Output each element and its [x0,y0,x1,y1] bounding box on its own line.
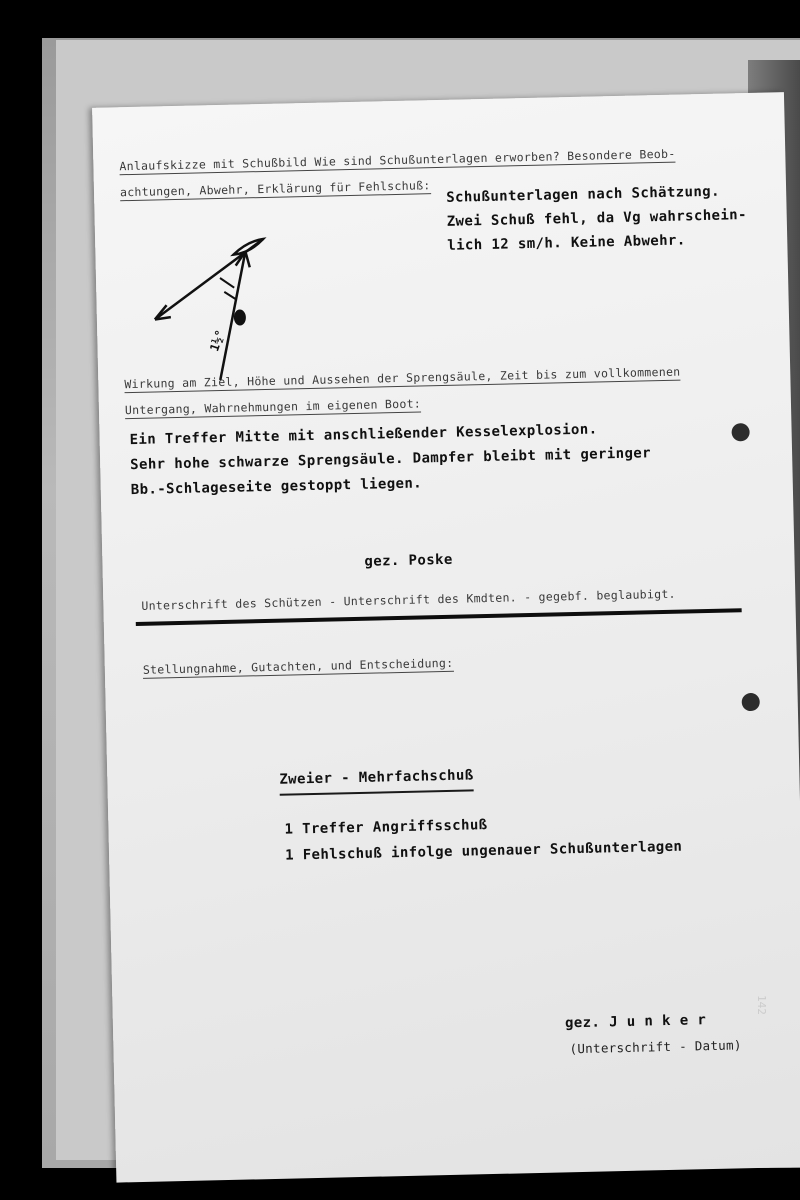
effect-note-line3: Bb.-Schlageseite gestoppt liegen. [130,475,423,499]
verdict-underline [280,789,474,795]
submarine-mark [234,309,246,325]
verdict-title: Zweier - Mehrfachschuß [279,767,474,788]
document-page [92,92,800,1182]
shooter-signature: gez. Poske [364,551,453,570]
punch-hole [742,693,760,711]
verdict-item-1: 1 Treffer Angriffsschuß [284,817,488,838]
margin-number: 142 [755,995,768,1015]
signature-caption: Unterschrift des Schützen - Unterschrift des Kmdten. - gegebf. beglaubigt. [141,586,676,613]
approach-sketch [145,229,279,392]
sketch-header-line1: Anlaufskizze mit Schußbild Wie sind Schußunterlagen erworben? Besondere Beob- [119,146,676,174]
sketch-header-line2: achtungen, Abwehr, Erklärung für Fehlschuß: [119,178,431,200]
effect-header-line1: Wirkung am Ziel, Höhe und Aussehen der Sprengsäule, Zeit bis zum vollkommenen [124,364,681,392]
shot-note-line3: lich 12 sm/h. Keine Abwehr. [447,232,686,254]
verdict-item-2: 1 Fehlschuß infolge ungenauer Schußunterlagen [284,838,683,864]
target-course-line [153,239,265,319]
punch-hole [731,423,749,441]
effect-note-line2: Sehr hohe schwarze Sprengsäule. Dampfer bleibt mit geringer [130,445,652,474]
effect-header-line2: Untergang, Wahrnehmungen im eigenen Boot: [124,396,422,418]
angle-mark [220,278,236,300]
angle-label: 1½° [207,327,228,354]
final-signature: gez. J u n k e r [564,1012,707,1032]
shot-note-line1: Schußunterlagen nach Schätzung. [446,183,721,206]
effect-note-line1: Ein Treffer Mitte mit anschließender Kesselexplosion. [129,421,598,449]
final-caption: (Unterschrift - Datum) [569,1037,742,1057]
shot-note-line2: Zwei Schuß fehl, da Vg wahrschein- [446,207,748,230]
opinion-header: Stellungnahme, Gutachten, und Entscheidung: [142,655,454,677]
